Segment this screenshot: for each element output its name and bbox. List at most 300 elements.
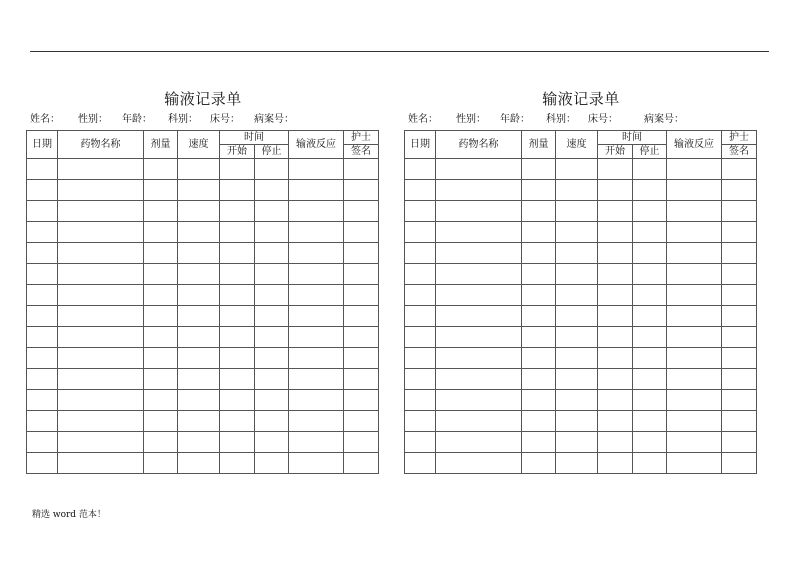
table-cell[interactable] [436,348,522,369]
table-cell[interactable] [255,453,289,474]
table-cell[interactable] [144,243,178,264]
table-row [405,159,757,180]
header-speed: 速度 [556,131,598,159]
table-cell[interactable] [522,327,556,348]
table-cell[interactable] [436,201,522,222]
table-cell[interactable] [556,390,598,411]
table-row [405,390,757,411]
table-cell[interactable] [667,222,722,243]
table-cell[interactable] [405,285,436,306]
table-cell[interactable] [598,222,633,243]
table-cell[interactable] [144,159,178,180]
table-cell[interactable] [255,285,289,306]
table-cell[interactable] [667,306,722,327]
gender-field-label: 性别： [78,114,108,125]
table-cell[interactable] [58,159,144,180]
table-cell[interactable] [598,180,633,201]
table-cell[interactable] [436,243,522,264]
table-cell[interactable] [598,411,633,432]
table-cell[interactable] [633,180,667,201]
table-cell[interactable] [344,306,379,327]
table-cell[interactable] [344,432,379,453]
table-cell[interactable] [556,201,598,222]
table-cell[interactable] [27,180,58,201]
table-cell[interactable] [27,243,58,264]
table-cell[interactable] [289,285,344,306]
table-row [27,432,379,453]
table-row [27,180,379,201]
age-field-label: 年龄： [500,114,530,125]
table-cell[interactable] [220,264,255,285]
table-cell[interactable] [405,327,436,348]
table-cell[interactable] [289,159,344,180]
table-cell[interactable] [27,453,58,474]
table-cell[interactable] [58,222,144,243]
table-cell[interactable] [289,222,344,243]
table-cell[interactable] [58,285,144,306]
table-cell[interactable] [27,201,58,222]
infusion-record-form-left [26,88,380,474]
table-cell[interactable] [436,432,522,453]
table-cell[interactable] [667,453,722,474]
table-cell[interactable] [598,159,633,180]
table-cell[interactable] [667,180,722,201]
table-cell[interactable] [633,243,667,264]
table-cell[interactable] [27,159,58,180]
gender-field-label: 性别： [456,114,486,125]
table-cell[interactable] [405,243,436,264]
department-field-label: 科别： [168,114,198,125]
table-cell[interactable] [220,201,255,222]
footer-note: 精选 word 范本！ [32,510,106,520]
table-cell[interactable] [344,348,379,369]
header-start: 开始 [598,145,633,159]
table-cell[interactable] [255,222,289,243]
table-cell[interactable] [598,243,633,264]
table-cell[interactable] [722,348,757,369]
table-cell[interactable] [255,369,289,390]
header-date: 日期 [405,131,436,159]
table-cell[interactable] [289,432,344,453]
table-cell[interactable] [27,369,58,390]
table-row [405,264,757,285]
table-cell[interactable] [436,453,522,474]
header-infusion-reaction: 输液反应 [289,131,344,159]
table-cell[interactable] [289,180,344,201]
table-cell[interactable] [344,390,379,411]
table-cell[interactable] [522,390,556,411]
table-cell[interactable] [667,243,722,264]
table-cell[interactable] [144,306,178,327]
table-cell[interactable] [255,306,289,327]
table-cell[interactable] [289,369,344,390]
table-cell[interactable] [255,411,289,432]
table-cell[interactable] [255,348,289,369]
table-cell[interactable] [58,180,144,201]
table-cell[interactable] [344,159,379,180]
table-cell[interactable] [556,453,598,474]
table-cell[interactable] [178,285,220,306]
table-cell[interactable] [27,411,58,432]
table-cell[interactable] [27,348,58,369]
table-cell[interactable] [255,264,289,285]
table-cell[interactable] [522,432,556,453]
table-cell[interactable] [722,327,757,348]
table-cell[interactable] [178,222,220,243]
table-cell[interactable] [522,285,556,306]
table-cell[interactable] [556,222,598,243]
table-cell[interactable] [344,453,379,474]
table-cell[interactable] [178,180,220,201]
table-cell[interactable] [255,243,289,264]
table-cell[interactable] [58,243,144,264]
table-cell[interactable] [722,411,757,432]
table-cell[interactable] [522,264,556,285]
table-cell[interactable] [178,159,220,180]
table-cell[interactable] [289,327,344,348]
table-cell[interactable] [178,390,220,411]
header-stop: 停止 [633,145,667,159]
table-cell[interactable] [633,327,667,348]
table-cell[interactable] [722,201,757,222]
table-cell[interactable] [633,222,667,243]
table-cell[interactable] [405,453,436,474]
table-cell[interactable] [344,411,379,432]
table-cell[interactable] [522,348,556,369]
table-cell[interactable] [722,264,757,285]
table-cell[interactable] [633,348,667,369]
table-cell[interactable] [722,306,757,327]
table-cell[interactable] [598,264,633,285]
table-cell[interactable] [436,306,522,327]
table-cell[interactable] [556,243,598,264]
table-cell[interactable] [220,453,255,474]
table-cell[interactable] [667,411,722,432]
table-cell[interactable] [178,411,220,432]
table-cell[interactable] [436,327,522,348]
table-row [405,285,757,306]
table-cell[interactable] [58,201,144,222]
table-cell[interactable] [144,432,178,453]
infusion-log-table [26,130,379,474]
header-speed: 速度 [178,131,220,159]
table-cell[interactable] [255,201,289,222]
table-cell[interactable] [58,264,144,285]
table-cell[interactable] [27,264,58,285]
table-cell[interactable] [722,243,757,264]
table-cell[interactable] [405,264,436,285]
table-cell[interactable] [405,348,436,369]
table-cell[interactable] [289,306,344,327]
table-row [405,222,757,243]
table-cell[interactable] [722,432,757,453]
header-date: 日期 [27,131,58,159]
table-cell[interactable] [436,285,522,306]
table-row [27,348,379,369]
table-cell[interactable] [405,411,436,432]
table-cell[interactable] [405,159,436,180]
table-cell[interactable] [556,411,598,432]
table-cell[interactable] [556,369,598,390]
table-cell[interactable] [289,390,344,411]
table-cell[interactable] [344,180,379,201]
table-row [27,369,379,390]
table-cell[interactable] [667,390,722,411]
table-cell[interactable] [522,180,556,201]
table-row [405,348,757,369]
table-cell[interactable] [405,222,436,243]
table-cell[interactable] [598,453,633,474]
department-field-label: 科别： [546,114,576,125]
table-cell[interactable] [436,180,522,201]
header-infusion-reaction: 输液反应 [667,131,722,159]
table-cell[interactable] [667,327,722,348]
table-cell[interactable] [722,285,757,306]
table-cell[interactable] [58,390,144,411]
table-cell[interactable] [344,285,379,306]
table-row [405,369,757,390]
table-cell[interactable] [556,180,598,201]
table-cell[interactable] [255,327,289,348]
table-cell[interactable] [633,201,667,222]
infusion-record-form-right [404,88,758,474]
table-cell[interactable] [289,243,344,264]
table-cell[interactable] [667,264,722,285]
table-cell[interactable] [144,411,178,432]
table-row [27,327,379,348]
table-cell[interactable] [220,285,255,306]
table-cell[interactable] [220,306,255,327]
table-cell[interactable] [722,390,757,411]
bed-number-field-label: 床号： [588,114,618,125]
table-cell[interactable] [667,285,722,306]
header-dose: 剂量 [522,131,556,159]
table-row [27,453,379,474]
table-cell[interactable] [556,432,598,453]
table-cell[interactable] [27,327,58,348]
table-row [27,243,379,264]
table-cell[interactable] [220,327,255,348]
table-row [27,390,379,411]
table-cell[interactable] [633,411,667,432]
table-cell[interactable] [556,348,598,369]
table-cell[interactable] [58,327,144,348]
table-cell[interactable] [667,159,722,180]
table-cell[interactable] [255,180,289,201]
table-cell[interactable] [144,264,178,285]
table-cell[interactable] [220,348,255,369]
table-cell[interactable] [178,327,220,348]
table-cell[interactable] [289,348,344,369]
table-row [405,180,757,201]
table-cell[interactable] [722,369,757,390]
table-cell[interactable] [522,306,556,327]
table-cell[interactable] [344,327,379,348]
case-number-field-label: 病案号： [644,114,684,125]
table-cell[interactable] [633,432,667,453]
table-cell[interactable] [27,390,58,411]
table-cell[interactable] [58,306,144,327]
table-cell[interactable] [255,432,289,453]
form-title: 输液记录单 [542,90,620,108]
table-cell[interactable] [522,369,556,390]
table-cell[interactable] [436,369,522,390]
table-cell[interactable] [58,348,144,369]
table-cell[interactable] [178,453,220,474]
table-cell[interactable] [405,390,436,411]
table-cell[interactable] [405,201,436,222]
table-cell[interactable] [556,159,598,180]
table-cell[interactable] [58,453,144,474]
table-cell[interactable] [633,264,667,285]
case-number-field-label: 病案号： [254,114,294,125]
table-cell[interactable] [667,432,722,453]
table-cell[interactable] [27,222,58,243]
table-row [405,327,757,348]
table-cell[interactable] [144,453,178,474]
table-cell[interactable] [220,222,255,243]
table-cell[interactable] [255,390,289,411]
table-cell[interactable] [178,369,220,390]
table-cell[interactable] [289,264,344,285]
table-cell[interactable] [144,369,178,390]
table-cell[interactable] [144,222,178,243]
table-row [27,285,379,306]
table-cell[interactable] [522,159,556,180]
table-cell[interactable] [58,369,144,390]
table-cell[interactable] [27,285,58,306]
table-cell[interactable] [58,411,144,432]
table-cell[interactable] [344,201,379,222]
name-field-label: 姓名： [30,114,60,125]
header-stop: 停止 [255,145,289,159]
table-cell[interactable] [144,180,178,201]
table-cell[interactable] [667,348,722,369]
table-cell[interactable] [178,201,220,222]
table-row [27,264,379,285]
table-row [405,306,757,327]
table-cell[interactable] [436,222,522,243]
infusion-log-table [404,130,757,474]
table-row [27,159,379,180]
table-cell[interactable] [405,180,436,201]
table-cell[interactable] [178,306,220,327]
table-cell[interactable] [436,411,522,432]
table-cell[interactable] [556,285,598,306]
table-cell[interactable] [667,201,722,222]
header-drug-name: 药物名称 [436,131,522,159]
table-cell[interactable] [220,243,255,264]
header-nurse: 护士 [344,131,379,145]
table-cell[interactable] [522,453,556,474]
table-row [405,243,757,264]
table-cell[interactable] [144,201,178,222]
table-cell[interactable] [178,348,220,369]
table-cell[interactable] [27,306,58,327]
table-cell[interactable] [220,432,255,453]
table-cell[interactable] [633,453,667,474]
table-cell[interactable] [289,453,344,474]
table-cell[interactable] [289,411,344,432]
table-cell[interactable] [633,390,667,411]
table-cell[interactable] [522,222,556,243]
table-cell[interactable] [220,369,255,390]
table-cell[interactable] [220,411,255,432]
header-start: 开始 [220,145,255,159]
table-row [27,411,379,432]
table-cell[interactable] [556,327,598,348]
header-time: 时间 [598,131,667,145]
table-cell[interactable] [255,159,289,180]
table-cell[interactable] [436,159,522,180]
table-cell[interactable] [344,369,379,390]
table-cell[interactable] [58,432,144,453]
table-cell[interactable] [27,432,58,453]
table-cell[interactable] [405,369,436,390]
table-cell[interactable] [598,369,633,390]
table-cell[interactable] [220,159,255,180]
name-field-label: 姓名： [408,114,438,125]
table-cell[interactable] [722,180,757,201]
table-cell[interactable] [633,306,667,327]
table-cell[interactable] [522,201,556,222]
table-cell[interactable] [522,411,556,432]
table-cell[interactable] [144,390,178,411]
table-cell[interactable] [344,243,379,264]
table-cell[interactable] [667,369,722,390]
table-cell[interactable] [144,348,178,369]
table-cell[interactable] [178,432,220,453]
table-cell[interactable] [522,243,556,264]
table-cell[interactable] [178,264,220,285]
table-cell[interactable] [598,201,633,222]
table-cell[interactable] [598,285,633,306]
table-cell[interactable] [556,264,598,285]
table-cell[interactable] [633,285,667,306]
table-cell[interactable] [344,264,379,285]
table-cell[interactable] [722,222,757,243]
table-cell[interactable] [405,432,436,453]
table-row [27,201,379,222]
table-cell[interactable] [220,180,255,201]
table-cell[interactable] [598,327,633,348]
table-cell[interactable] [436,390,522,411]
table-cell[interactable] [598,348,633,369]
table-cell[interactable] [556,306,598,327]
table-cell[interactable] [598,390,633,411]
table-cell[interactable] [178,243,220,264]
header-nurse: 护士 [722,131,757,145]
table-cell[interactable] [722,159,757,180]
table-cell[interactable] [436,264,522,285]
table-cell[interactable] [405,306,436,327]
table-cell[interactable] [598,306,633,327]
age-field-label: 年龄： [122,114,152,125]
table-cell[interactable] [144,285,178,306]
table-cell[interactable] [144,327,178,348]
table-cell[interactable] [220,390,255,411]
table-row [405,432,757,453]
table-cell[interactable] [633,159,667,180]
table-cell[interactable] [598,432,633,453]
table-cell[interactable] [289,201,344,222]
table-row [27,222,379,243]
table-cell[interactable] [344,222,379,243]
table-cell[interactable] [633,369,667,390]
header-signature: 签名 [344,145,379,159]
table-cell[interactable] [722,453,757,474]
header-signature: 签名 [722,145,757,159]
